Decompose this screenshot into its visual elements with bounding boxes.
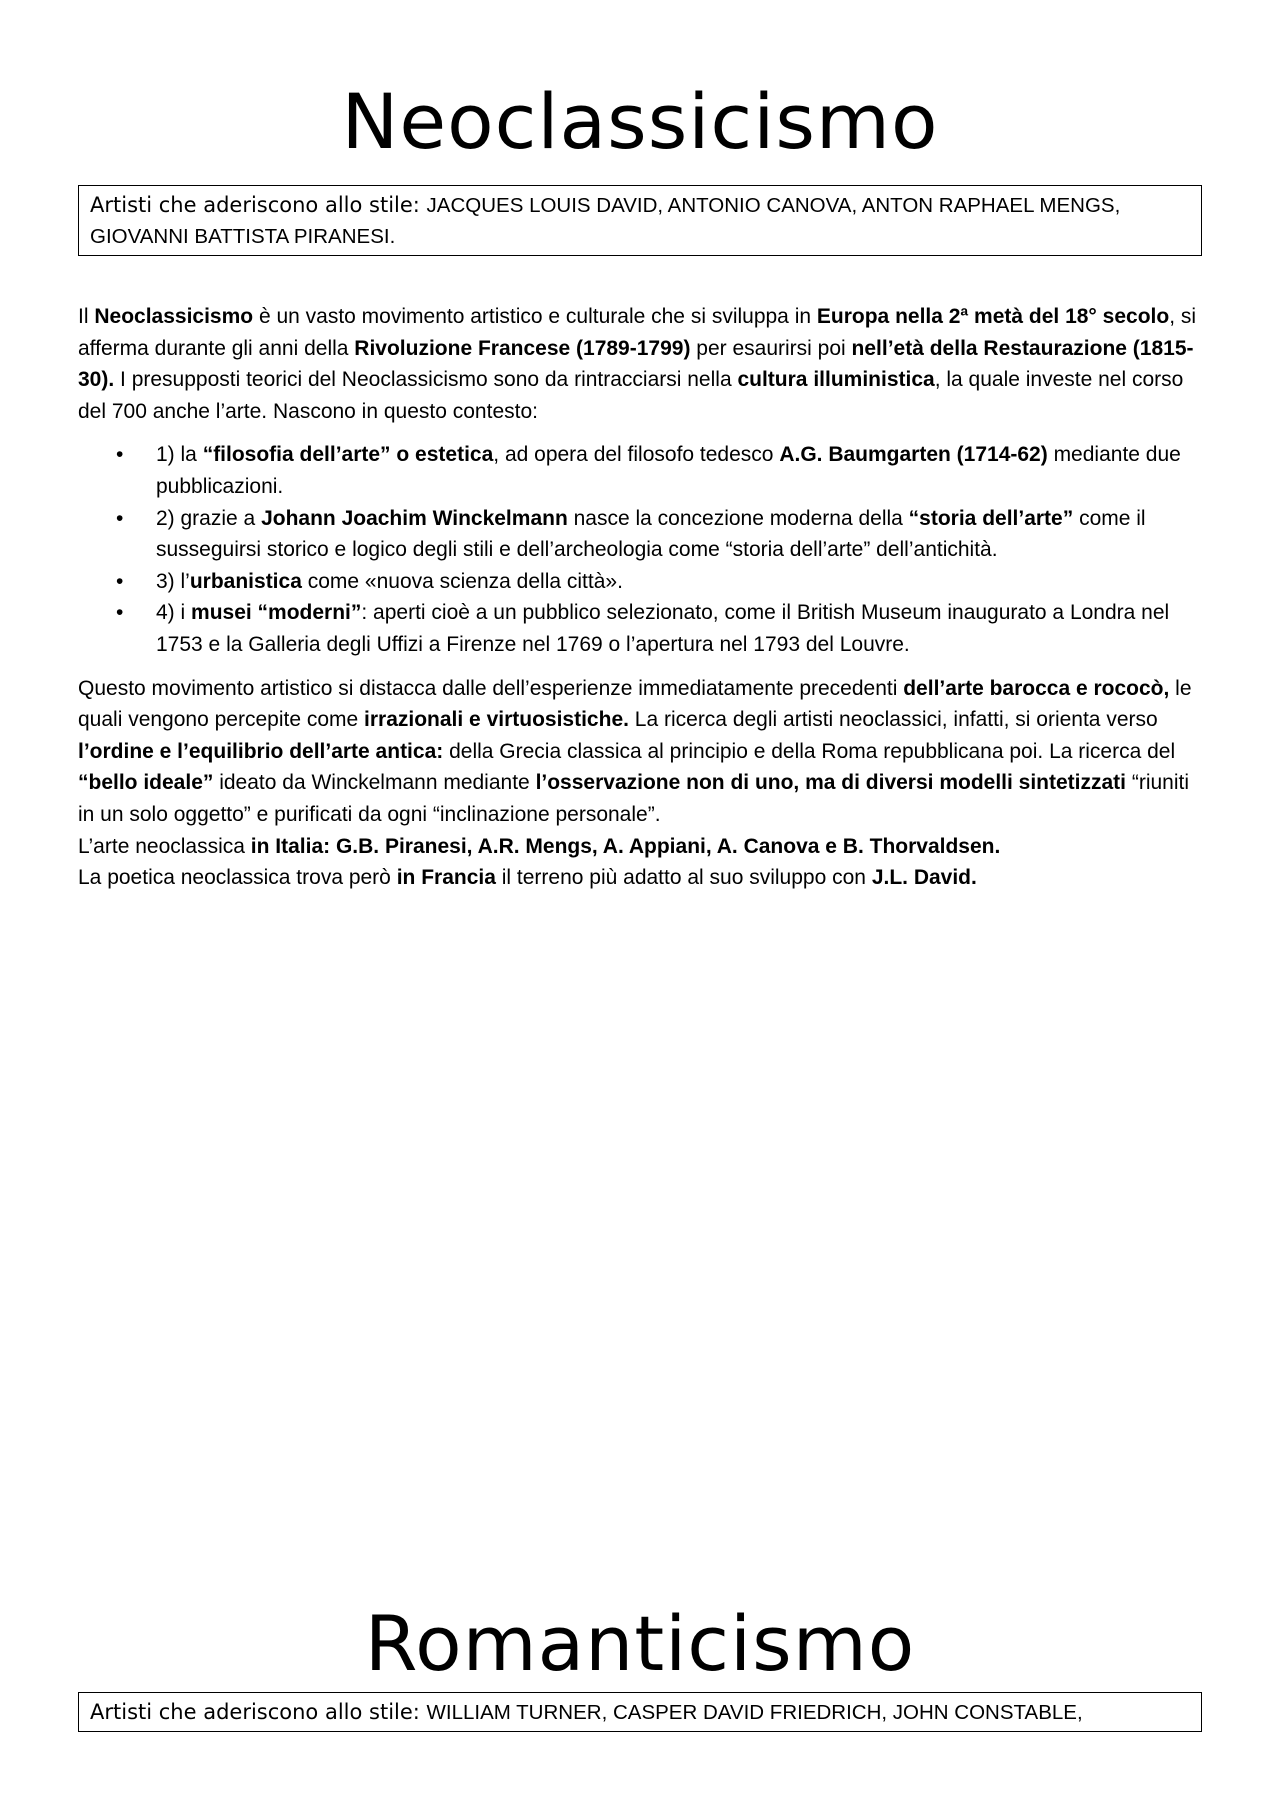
bold-text: “storia dell’arte”	[908, 506, 1074, 530]
text-run: L’arte neoclassica	[78, 834, 251, 858]
bold-text: Johann Joachim Winckelmann	[261, 506, 568, 530]
page-title-romanticismo: Romanticismo	[364, 1599, 916, 1688]
page-title-neoclassicismo: Neoclassicismo	[341, 77, 939, 166]
bold-text: l’ordine e l’equilibrio dell’arte antica:	[78, 739, 444, 763]
paragraph-italia	[78, 831, 1208, 863]
text-run: 3) l’	[156, 569, 190, 593]
text-run: 1) la	[156, 443, 203, 467]
text-run: come il susseguirsi storico e logico degli stili e dell’archeologia come “storia dell’arte” dell’antichità.	[156, 506, 1146, 562]
text-run: della Grecia classica al principio e della Roma repubblicana poi. La ricerca del	[443, 739, 1176, 763]
bold-text: J.L. David.	[871, 866, 977, 890]
list-item	[78, 566, 1208, 598]
text-run: I presupposti teorici del Neoclassicismo sono da rintracciarsi nella	[114, 368, 738, 392]
bold-text: A.G. Baumgarten (1714-62)	[779, 443, 1048, 467]
bold-text: urbanistica	[189, 569, 302, 593]
artists-names: JACQUES LOUIS DAVID, ANTONIO CANOVA, ANTON RAPHAEL MENGS, GIOVANNI BATTISTA PIRANESI.	[90, 194, 1121, 248]
text-run: 4) i	[156, 601, 192, 625]
bullet-icon: •	[116, 569, 124, 593]
artists-lead: Artisti che aderiscono allo stile:	[90, 193, 427, 217]
bullet-list	[78, 439, 1208, 660]
text-run: “riuniti in un solo oggetto” e purificati da ogni “inclinazione personale”.	[78, 771, 1190, 826]
bold-text: musei “moderni”	[191, 601, 362, 625]
list-item-text	[156, 507, 1146, 562]
text-run: mediante due pubblicazioni.	[156, 443, 1181, 498]
text-run: per esaurirsi poi	[690, 336, 852, 360]
bold-text: Neoclassicismo	[94, 305, 254, 328]
text-run: le quali vengono percepite come	[78, 676, 1192, 732]
list-item	[78, 503, 1208, 566]
bold-text: in Francia	[396, 866, 496, 890]
bold-text: nell’età della Restaurazione (1815-30).	[78, 336, 1194, 392]
text-run: , la quale investe nel corso del 700 anche l’arte. Nascono in questo contesto:	[78, 368, 1184, 423]
bold-text: in Italia: G.B. Piranesi, A.R. Mengs, A. Appiani, A. Canova e B. Thorvaldsen.	[250, 834, 1001, 858]
text-run: 2) grazie a	[156, 506, 262, 530]
neoclassicismo-body	[78, 301, 1208, 894]
list-item-text	[156, 570, 623, 593]
artists-box-romanticismo	[78, 1692, 1202, 1732]
bold-text: dell’arte barocca e rococò,	[903, 676, 1170, 700]
list-item-text	[156, 601, 1169, 656]
text-run: Questo movimento artistico si distacca dalle dell’esperienze immediatamente precedenti	[78, 676, 904, 700]
text-run: è un vasto movimento artistico e culturale che si sviluppa in	[253, 305, 817, 328]
text-run: ideato da Winckelmann mediante	[213, 771, 536, 795]
list-item	[78, 597, 1208, 660]
bold-text: l’osservazione non di uno, ma di diversi modelli sintetizzati	[535, 771, 1127, 795]
bold-text: “bello ideale”	[78, 771, 214, 795]
bold-text: irrazionali e virtuosistiche.	[364, 708, 629, 732]
text-run: nasce la concezione moderna della	[567, 506, 909, 530]
bold-text: Europa nella 2ª metà del 18° secolo	[816, 305, 1170, 328]
list-item-text	[156, 443, 1181, 498]
text-run: il terreno più adatto al suo sviluppo con	[495, 866, 872, 890]
text-run: : aperti cioè a un pubblico selezionato, come il British Museum inaugurato a Londra nel 1753 e la Galleria degli Uffizi a Firenze nel 1769 o l’apertura nel 1793 del Louvre.	[156, 601, 1170, 656]
bullet-icon: •	[116, 506, 124, 530]
list-item	[78, 439, 1208, 502]
text-run: , si afferma durante gli anni della	[78, 305, 1197, 360]
bullet-icon: •	[116, 601, 124, 625]
bold-text: cultura illuministica	[737, 368, 935, 392]
bold-text: Rivoluzione Francese (1789-1799)	[354, 336, 691, 360]
artists-names: WILLIAM TURNER, CASPER DAVID FRIEDRICH, JOHN CONSTABLE,	[426, 1701, 1083, 1724]
paragraph-francia	[78, 862, 1208, 894]
text-run: La poetica neoclassica trova però	[78, 866, 397, 890]
paragraph-movement	[78, 673, 1208, 831]
artists-lead: Artisti che aderiscono allo stile:	[90, 1700, 427, 1724]
text-run: La ricerca degli artisti neoclassici, infatti, si orienta verso	[628, 708, 1158, 732]
artists-box-neoclassicismo	[78, 185, 1202, 256]
paragraph-intro	[78, 301, 1208, 427]
text-run: , ad opera del filosofo tedesco	[493, 443, 780, 467]
text-run: Il	[78, 305, 95, 328]
text-run: come «nuova scienza della città».	[301, 569, 623, 593]
bold-text: “filosofia dell’arte” o estetica	[202, 443, 494, 467]
bullet-icon: •	[116, 443, 124, 467]
